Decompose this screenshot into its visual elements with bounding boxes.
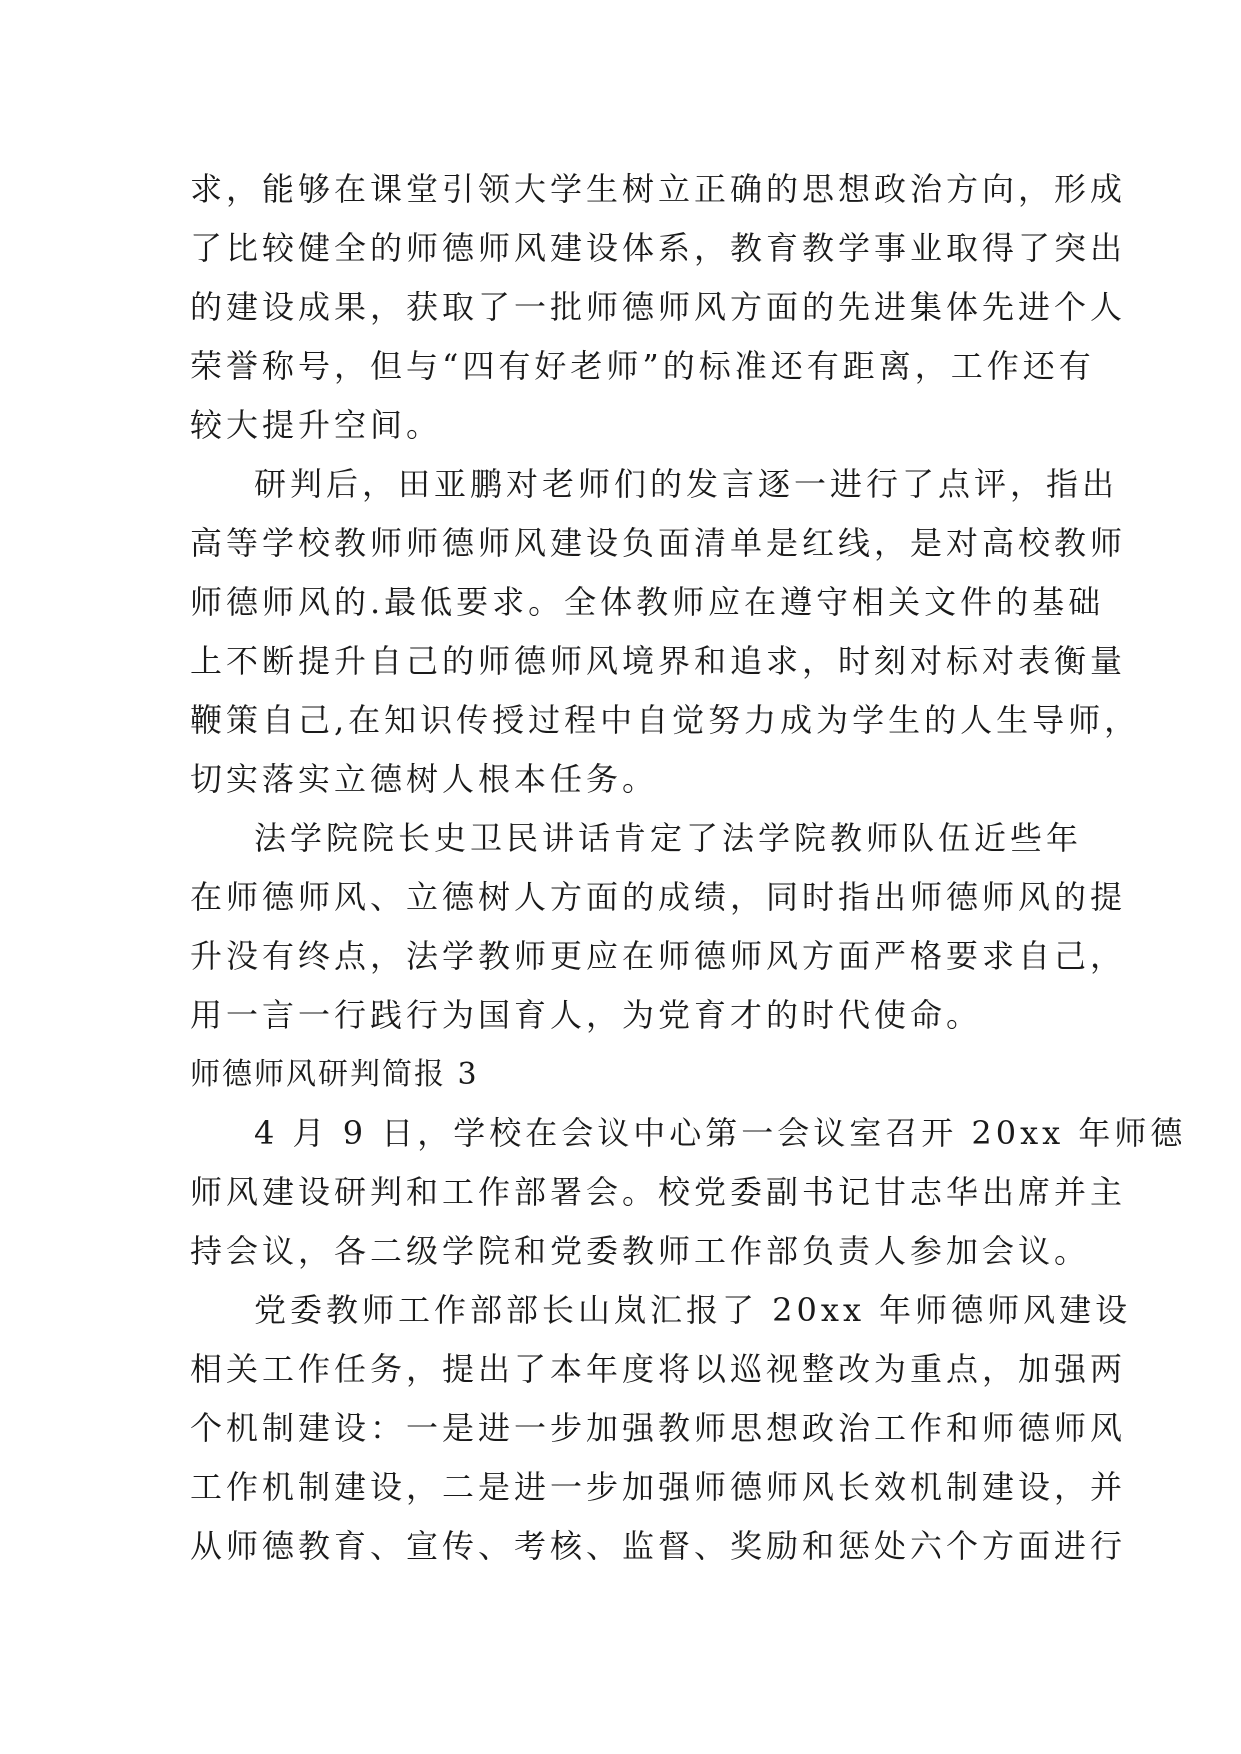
text-line: 的建设成果，获取了一批师德师风方面的先进集体先进个人 xyxy=(190,288,1127,326)
text-line: 工作机制建设，二是进一步加强师德师风长效机制建设，并 xyxy=(190,1468,1127,1506)
text-line: 师德师风的.最低要求。全体教师应在遵守相关文件的基础 xyxy=(190,583,1105,621)
text-line: 在师德师风、立德树人方面的成绩，同时指出师德师风的提 xyxy=(190,878,1127,916)
text-line: 用一言一行践行为国育人，为党育才的时代使命。 xyxy=(190,996,983,1034)
paragraph-first-line: 党委教师工作部部长山岚汇报了 20xx 年师德师风建设 xyxy=(254,1291,1132,1329)
text-line: 相关工作任务，提出了本年度将以巡视整改为重点，加强两 xyxy=(190,1350,1127,1388)
text-line: 切实落实立德树人根本任务。 xyxy=(190,760,659,798)
text-line: 荣誉称号，但与“四有好老师”的标准还有距离，工作还有 xyxy=(190,347,1095,385)
text-line: 从师德教育、宣传、考核、监督、奖励和惩处六个方面进行 xyxy=(190,1527,1127,1565)
paragraph-first-line: 法学院院长史卫民讲话肯定了法学院教师队伍近些年 xyxy=(254,819,1083,857)
text-line: 升没有终点，法学教师更应在师德师风方面严格要求自己， xyxy=(190,937,1127,975)
paragraph-first-line: 4 月 9 日，学校在会议中心第一会议室召开 20xx 年师德 xyxy=(254,1114,1187,1152)
paragraph-first-line: 研判后，田亚鹏对老师们的发言逐一进行了点评，指出 xyxy=(254,465,1119,503)
text-line: 师风建设研判和工作部署会。校党委副书记甘志华出席并主 xyxy=(190,1173,1127,1211)
text-line: 求，能够在课堂引领大学生树立正确的思想政治方向，形成 xyxy=(190,170,1127,208)
text-line: 高等学校教师师德师风建设负面清单是红线，是对高校教师 xyxy=(190,524,1127,562)
text-line: 鞭策自己,在知识传授过程中自觉努力成为学生的人生导师， xyxy=(190,701,1141,739)
text-line: 较大提升空间。 xyxy=(190,406,443,444)
text-line: 上不断提升自己的师德师风境界和追求，时刻对标对表衡量 xyxy=(190,642,1127,680)
text-line: 了比较健全的师德师风建设体系，教育教学事业取得了突出 xyxy=(190,229,1127,267)
text-line: 个机制建设：一是进一步加强教师思想政治工作和师德师风 xyxy=(190,1409,1127,1447)
document-body xyxy=(190,160,1187,1576)
text-line: 持会议，各二级学院和党委教师工作部负责人参加会议。 xyxy=(190,1232,1091,1270)
section-heading: 师德师风研判简报 3 xyxy=(190,1057,479,1092)
